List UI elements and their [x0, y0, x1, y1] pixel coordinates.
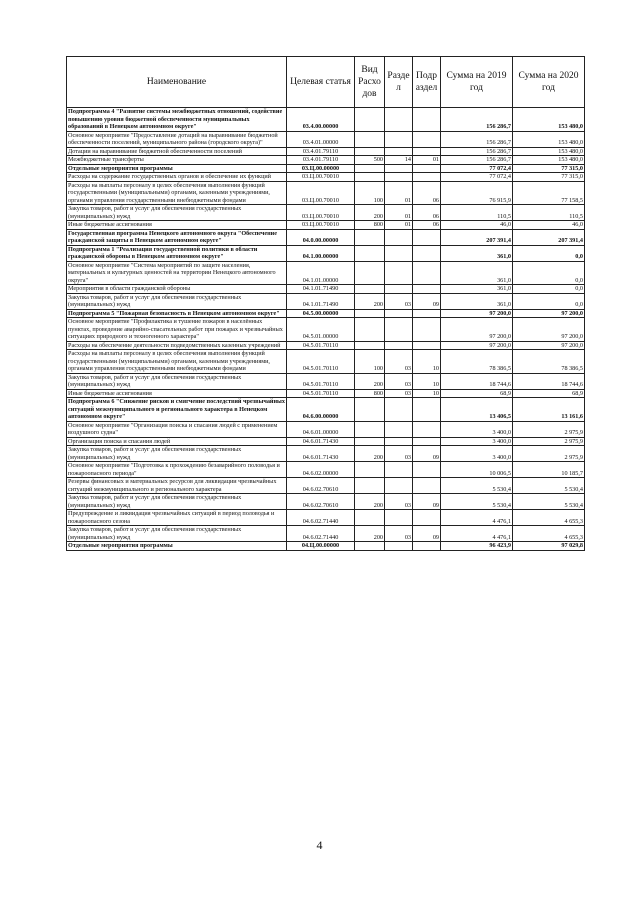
row-name: Подпрограмма 1 "Реализация государственной политики в области гражданской обороны в Ненецком автономном округе" [67, 245, 287, 261]
row-sum-2020: 0,0 [513, 293, 585, 309]
row-expense [355, 398, 385, 422]
header-name: Наименование [67, 57, 287, 108]
row-sum-2020: 153 480,0 [513, 156, 585, 165]
row-subsection [413, 510, 441, 526]
row-subsection [413, 398, 441, 422]
row-expense [355, 173, 385, 182]
table-row [67, 147, 585, 156]
row-subsection [413, 164, 441, 173]
row-sum-2019: 361,0 [441, 245, 513, 261]
table-row [67, 108, 585, 132]
table-row [67, 421, 585, 437]
row-name: Основное мероприятие "Подготовка к прохождению безаварийного половодья и пожароопасного периода" [67, 462, 287, 478]
row-section: 14 [385, 156, 413, 165]
row-subsection [413, 478, 441, 494]
row-section: 01 [385, 205, 413, 221]
row-expense [355, 421, 385, 437]
row-expense: 200 [355, 446, 385, 462]
table-row [67, 446, 585, 462]
table-row [67, 221, 585, 230]
table-row [67, 494, 585, 510]
table-row [67, 389, 585, 398]
row-subsection [413, 318, 441, 342]
row-sum-2020: 2 975,9 [513, 437, 585, 446]
row-section [385, 421, 413, 437]
row-expense: 200 [355, 293, 385, 309]
row-name: Иные бюджетные ассигнования [67, 221, 287, 230]
row-sum-2020: 153 480,0 [513, 147, 585, 156]
table-row [67, 205, 585, 221]
row-section [385, 261, 413, 285]
row-sum-2019: 68,9 [441, 389, 513, 398]
row-sum-2019: 156 286,7 [441, 147, 513, 156]
row-section [385, 510, 413, 526]
row-target: 04.5.01.70110 [287, 341, 355, 350]
row-sum-2020: 77 158,5 [513, 181, 585, 205]
row-sum-2019: 361,0 [441, 261, 513, 285]
row-expense [355, 147, 385, 156]
table-row [67, 181, 585, 205]
row-sum-2019: 3 400,0 [441, 437, 513, 446]
row-sum-2019: 18 744,6 [441, 373, 513, 389]
row-sum-2020: 207 391,4 [513, 229, 585, 245]
row-sum-2019: 4 476,1 [441, 510, 513, 526]
row-section [385, 245, 413, 261]
row-section [385, 542, 413, 551]
row-sum-2020: 153 480,0 [513, 131, 585, 147]
row-sum-2020: 78 386,5 [513, 350, 585, 374]
header-expense: Вид Расхо дов [355, 57, 385, 108]
budget-table [66, 56, 585, 551]
row-sum-2019: 156 286,7 [441, 156, 513, 165]
header-subsection: Подр аздел [413, 57, 441, 108]
table-row [67, 398, 585, 422]
row-expense [355, 318, 385, 342]
row-expense: 500 [355, 156, 385, 165]
table-row [67, 526, 585, 542]
row-section [385, 131, 413, 147]
row-sum-2020: 2 975,9 [513, 446, 585, 462]
row-section: 03 [385, 446, 413, 462]
row-subsection: 10 [413, 350, 441, 374]
row-target: 04.6.01.00000 [287, 421, 355, 437]
row-expense: 200 [355, 526, 385, 542]
row-name: Подпрограмма 4 "Развитие системы межбюджетных отношений, содействие повышению уровня бюджетной обеспеченности муниципальных образований в Ненецком автономном округе" [67, 108, 287, 132]
row-expense: 100 [355, 181, 385, 205]
row-name: Дотации на выравнивание бюджетной обеспеченности поселений [67, 147, 287, 156]
row-section [385, 478, 413, 494]
row-name: Закупка товаров, работ и услуг для обеспечения государственных (муниципальных) нужд [67, 494, 287, 510]
table-row [67, 164, 585, 173]
table-row [67, 437, 585, 446]
row-sum-2019: 46,0 [441, 221, 513, 230]
row-sum-2019: 76 915,9 [441, 181, 513, 205]
row-section [385, 462, 413, 478]
row-sum-2020: 0,0 [513, 245, 585, 261]
row-section [385, 164, 413, 173]
row-sum-2019: 77 072,4 [441, 164, 513, 173]
row-section [385, 318, 413, 342]
row-section: 01 [385, 181, 413, 205]
table-row [67, 510, 585, 526]
row-target: 03.Ц.00.70010 [287, 221, 355, 230]
row-expense [355, 542, 385, 551]
row-expense [355, 229, 385, 245]
row-target: 04.6.01.71430 [287, 446, 355, 462]
row-expense [355, 261, 385, 285]
row-name: Отдельные мероприятия программы [67, 542, 287, 551]
row-sum-2019: 156 286,7 [441, 108, 513, 132]
row-sum-2020: 77 315,0 [513, 164, 585, 173]
row-sum-2019: 156 286,7 [441, 131, 513, 147]
row-section [385, 147, 413, 156]
row-target: 04.6.02.71440 [287, 510, 355, 526]
row-sum-2019: 78 386,5 [441, 350, 513, 374]
row-sum-2019: 96 423,9 [441, 542, 513, 551]
row-target: 04.1.00.00000 [287, 245, 355, 261]
row-name: Подпрограмма 6 "Снижение рисков и смягчение последствий чрезвычайных ситуаций межмуниципального и регионального характера в Ненецком автономном округе" [68, 398, 285, 420]
row-expense: 200 [355, 205, 385, 221]
table-row [67, 293, 585, 309]
row-sum-2019: 4 476,1 [441, 526, 513, 542]
row-expense [355, 309, 385, 318]
row-target: 04.6.02.70610 [287, 478, 355, 494]
row-name: Организация поиска и спасания людей [67, 437, 287, 446]
row-sum-2019: 3 400,0 [441, 446, 513, 462]
row-target: 03.4.01.79110 [287, 156, 355, 165]
row-sum-2019: 5 530,4 [441, 494, 513, 510]
row-target: 03.Ц.00.00000 [287, 164, 355, 173]
row-section [385, 341, 413, 350]
row-sum-2020: 5 530,4 [513, 494, 585, 510]
row-subsection [413, 173, 441, 182]
header-section: Разде л [385, 57, 413, 108]
row-name: Основное мероприятие "Система мероприятий по защите населения, материальных и культурных ценностей на территории Ненецкого автономного округа" [67, 261, 287, 285]
row-expense [355, 437, 385, 446]
table-header-row [67, 57, 585, 108]
row-target: 04.0.00.00000 [287, 229, 355, 245]
table-row [67, 478, 585, 494]
row-target: 04.6.00.00000 [287, 398, 355, 422]
row-subsection [413, 285, 441, 294]
row-section [385, 229, 413, 245]
row-sum-2019: 3 400,0 [441, 421, 513, 437]
row-sum-2020: 97 029,8 [513, 542, 585, 551]
row-expense [355, 478, 385, 494]
row-sum-2020: 0,0 [513, 261, 585, 285]
row-subsection: 06 [413, 205, 441, 221]
row-subsection: 09 [413, 293, 441, 309]
row-target: 03.Ц.00.70010 [287, 205, 355, 221]
table-row [67, 318, 585, 342]
row-name: Резервы финансовых и материальных ресурсов для ликвидации чрезвычайных ситуаций межмуниципального и регионального характера [67, 478, 287, 494]
row-target: 04.1.01.00000 [287, 261, 355, 285]
row-subsection: 01 [413, 156, 441, 165]
row-sum-2019: 207 391,4 [441, 229, 513, 245]
row-target: 04.5.00.00000 [287, 309, 355, 318]
table-row [67, 173, 585, 182]
row-sum-2019: 97 200,0 [441, 341, 513, 350]
row-sum-2020: 4 655,3 [513, 526, 585, 542]
table-row [67, 229, 585, 245]
row-subsection: 09 [413, 526, 441, 542]
row-sum-2019: 5 530,4 [441, 478, 513, 494]
row-target: 04.6.02.70610 [287, 494, 355, 510]
row-sum-2020: 4 655,3 [513, 510, 585, 526]
row-sum-2020: 77 315,0 [513, 173, 585, 182]
row-target: 04.1.01.71490 [287, 285, 355, 294]
row-name: Закупка товаров, работ и услуг для обеспечения государственных (муниципальных) нужд [67, 293, 287, 309]
row-name: Расходы на выплаты персоналу в целях обеспечения выполнения функций государственными (муниципальными) органами, казенными учреждениями, органами управления государственными внебюджетными фондами [67, 350, 287, 374]
row-subsection [413, 542, 441, 551]
row-subsection [413, 309, 441, 318]
page-number: 4 [316, 838, 323, 852]
row-expense [355, 245, 385, 261]
row-sum-2020: 68,9 [513, 389, 585, 398]
row-section: 01 [385, 221, 413, 230]
row-sum-2019: 10 006,5 [441, 462, 513, 478]
table-row [67, 341, 585, 350]
row-target: 04.Ц.00.00000 [287, 542, 355, 551]
row-name: Расходы на содержание государственных органов и обеспечение их функций [67, 173, 287, 182]
row-target: 04.5.01.70110 [287, 389, 355, 398]
row-section: 03 [385, 373, 413, 389]
row-section [385, 309, 413, 318]
row-subsection [413, 131, 441, 147]
row-section: 03 [385, 494, 413, 510]
row-name: Предупреждение и ликвидация чрезвычайных ситуаций в период половодья и пожароопасного сезона [67, 510, 287, 526]
row-target: 04.6.01.71430 [287, 437, 355, 446]
row-sum-2019: 361,0 [441, 293, 513, 309]
row-subsection [413, 421, 441, 437]
table-row [67, 245, 585, 261]
row-target: 04.1.01.71490 [287, 293, 355, 309]
row-subsection: 10 [413, 389, 441, 398]
row-expense: 100 [355, 350, 385, 374]
row-sum-2020: 97 200,0 [513, 341, 585, 350]
row-sum-2020: 5 530,4 [513, 478, 585, 494]
row-section: 03 [385, 389, 413, 398]
row-target: 04.5.01.00000 [287, 318, 355, 342]
row-subsection [413, 147, 441, 156]
row-name: Основное мероприятие "Организация поиска и спасания людей с применением воздушного судна" [67, 421, 287, 437]
row-target: 03.Ц.00.70010 [287, 173, 355, 182]
row-sum-2019: 361,0 [441, 285, 513, 294]
row-name: Основное мероприятие "Предоставление дотаций на выравнивание бюджетной обеспеченности поселений, муниципального района (городского округа)" [67, 131, 287, 147]
row-subsection [413, 245, 441, 261]
row-name: Основное мероприятие "Профилактика и тушение пожаров в населённых пунктах, проведение аварийно-спасательных работ при пожарах и чрезвычайных ситуациях природного и техногенного характера" [67, 318, 287, 342]
row-expense [355, 164, 385, 173]
row-target: 04.6.02.71440 [287, 526, 355, 542]
row-name: Отдельные мероприятия программы [67, 164, 287, 173]
row-sum-2020: 18 744,6 [513, 373, 585, 389]
header-sum-2020: Сумма на 2020 год [513, 57, 585, 108]
row-name: Закупка товаров, работ и услуг для обеспечения государственных (муниципальных) нужд [67, 373, 287, 389]
row-target: 04.5.01.70110 [287, 350, 355, 374]
row-expense: 200 [355, 373, 385, 389]
row-section: 03 [385, 350, 413, 374]
row-name: Закупка товаров, работ и услуг для обеспечения государственных (муниципальных) нужд [67, 205, 287, 221]
row-sum-2019: 97 200,0 [441, 309, 513, 318]
row-subsection: 10 [413, 373, 441, 389]
row-name: Расходы на обеспечение деятельности подведомственных казенных учреждений [67, 341, 287, 350]
row-sum-2019: 110,5 [441, 205, 513, 221]
header-target: Целевая статья [287, 57, 355, 108]
row-section [385, 173, 413, 182]
table-row [67, 373, 585, 389]
row-target: 03.Ц.00.70010 [287, 181, 355, 205]
row-expense [355, 462, 385, 478]
row-target: 04.5.01.70110 [287, 373, 355, 389]
row-sum-2020: 97 200,0 [513, 309, 585, 318]
row-subsection: 06 [413, 221, 441, 230]
row-name: Закупка товаров, работ и услуг для обеспечения государственных (муниципальных) нужд [67, 526, 287, 542]
row-subsection [413, 437, 441, 446]
row-sum-2020: 2 975,9 [513, 421, 585, 437]
row-sum-2019: 13 406,5 [441, 398, 513, 422]
row-subsection [413, 341, 441, 350]
row-expense [355, 510, 385, 526]
row-target: 03.4.01.00000 [287, 131, 355, 147]
row-section [385, 108, 413, 132]
table-row [67, 542, 585, 551]
row-section [385, 398, 413, 422]
row-expense: 800 [355, 389, 385, 398]
table-row [67, 462, 585, 478]
row-section [385, 285, 413, 294]
row-expense: 200 [355, 494, 385, 510]
table-row [67, 350, 585, 374]
row-target: 04.6.02.00000 [287, 462, 355, 478]
table-row [67, 156, 585, 165]
table-row [67, 285, 585, 294]
row-expense [355, 108, 385, 132]
row-section: 03 [385, 293, 413, 309]
row-subsection: 06 [413, 181, 441, 205]
row-name: Закупка товаров, работ и услуг для обеспечения государственных (муниципальных) нужд [67, 446, 287, 462]
row-subsection: 09 [413, 494, 441, 510]
row-subsection [413, 229, 441, 245]
row-name: Подпрограмма 5 "Пожарная безопасность в Ненецком автономном округе" [67, 309, 287, 318]
row-sum-2020: 46,0 [513, 221, 585, 230]
table-row [67, 261, 585, 285]
row-sum-2020: 0,0 [513, 285, 585, 294]
row-subsection [413, 108, 441, 132]
table-row [67, 309, 585, 318]
row-name: Иные бюджетные ассигнования [67, 389, 287, 398]
row-expense: 800 [355, 221, 385, 230]
row-expense [355, 341, 385, 350]
row-name: Расходы на выплаты персоналу в целях обеспечения выполнения функций государственными (муниципальными) органами, казенными учреждениями, органами управления государственными внебюджетными фондами [67, 181, 287, 205]
row-expense [355, 285, 385, 294]
row-subsection [413, 261, 441, 285]
row-name: Мероприятия в области гражданской обороны [67, 285, 287, 294]
row-subsection [413, 462, 441, 478]
row-target: 03.4.00.00000 [287, 108, 355, 132]
table-row [67, 131, 585, 147]
row-sum-2020: 13 161,6 [513, 398, 585, 422]
row-section [385, 437, 413, 446]
row-sum-2019: 77 072,4 [441, 173, 513, 182]
row-expense [355, 131, 385, 147]
header-sum-2019: Сумма на 2019 год [441, 57, 513, 108]
row-name: Государственная программа Ненецкого автономного округа "Обеспечение гражданской защиты в Ненецком автономном округе" [67, 229, 287, 245]
row-section: 03 [385, 526, 413, 542]
row-sum-2020: 110,5 [513, 205, 585, 221]
row-sum-2020: 10 185,7 [513, 462, 585, 478]
row-name: Межбюджетные трансферты [67, 156, 287, 165]
row-sum-2019: 97 200,0 [441, 318, 513, 342]
row-sum-2020: 153 480,0 [513, 108, 585, 132]
row-subsection: 09 [413, 446, 441, 462]
row-sum-2020: 97 200,0 [513, 318, 585, 342]
row-target: 03.4.01.79110 [287, 147, 355, 156]
